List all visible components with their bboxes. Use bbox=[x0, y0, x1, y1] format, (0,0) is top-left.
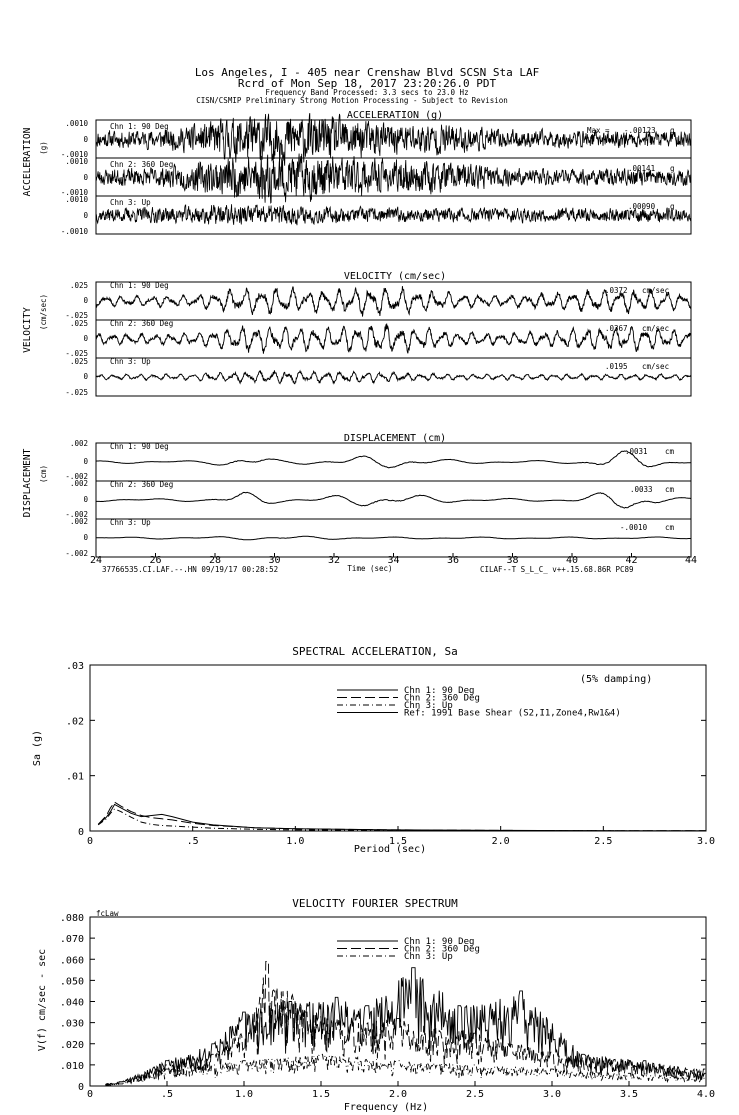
disp-ytick-top-1: .002 bbox=[69, 439, 88, 448]
fourier-legend bbox=[337, 937, 480, 962]
fourier-ytick-label: .070 bbox=[59, 934, 84, 946]
accel-chn1-label: Chn 1: 90 Deg bbox=[110, 122, 169, 131]
footer-record-id: 37766535.CI.LAF.--.HN 09/19/17 00:28:52 bbox=[102, 565, 279, 574]
fourier-legend-label: Chn 1: 90 Deg bbox=[404, 937, 475, 947]
vel-ytick-mid-2: 0 bbox=[83, 334, 88, 343]
header-processing-note: CISN/CSMIP Preliminary Strong Motion Processing - Subject to Revision bbox=[196, 96, 508, 105]
time-tick-label: 42 bbox=[625, 555, 638, 566]
sa-xtick-label: 2.0 bbox=[491, 836, 510, 847]
acceleration-unit-label: (g) bbox=[39, 141, 48, 155]
disp-chn2-unit: cm bbox=[665, 485, 675, 494]
acceleration-side-label: ACCELERATION bbox=[22, 127, 33, 197]
vel-chn1-max: .0372 bbox=[605, 286, 628, 295]
fourier-xtick-label: 2.0 bbox=[388, 1089, 408, 1100]
accel-ytick-mid-3: 0 bbox=[83, 211, 88, 220]
fourier-xlabel: Frequency (Hz) bbox=[343, 1102, 429, 1113]
disp-chn1-unit: cm bbox=[665, 447, 675, 456]
time-axis-label: Time (sec) bbox=[347, 564, 393, 573]
disp-chn2-trace bbox=[96, 492, 691, 508]
sa-legend-label: Chn 2: 360 Deg bbox=[404, 693, 480, 704]
footer-processing-id: CILAF--T S_L_C_ v++.15.68.86R PC89 bbox=[480, 565, 634, 574]
vel-chn2-max: .0367 bbox=[605, 324, 628, 333]
sa-xtick-label: 3.0 bbox=[696, 836, 716, 847]
sa-axes bbox=[66, 661, 715, 847]
fourier-ytick-label: .040 bbox=[59, 997, 84, 1009]
disp-ytick-bot-1: -.002 bbox=[65, 472, 88, 481]
sa-series-line-3 bbox=[98, 809, 706, 831]
disp-ytick-mid-1: 0 bbox=[83, 457, 88, 466]
accel-ytick-top-3: .0010 bbox=[65, 195, 88, 204]
disp-chn1-panel bbox=[96, 443, 691, 481]
accel-chn2-max: .00141 bbox=[628, 164, 656, 173]
vel-chn3-unit: cm/sec bbox=[642, 362, 670, 371]
accel-ytick-bot-2: -.0010 bbox=[60, 188, 88, 197]
displacement-section-title: DISPLACEMENT (cm) bbox=[343, 433, 447, 444]
fourier-xtick-label: 2.5 bbox=[465, 1089, 485, 1100]
fourier-ytick-label: .010 bbox=[59, 1060, 84, 1072]
vel-ytick-bot-3: -.025 bbox=[65, 388, 88, 397]
header-title-line1: Los Angeles, I - 405 near Crenshaw Blvd SCSN Sta LAF bbox=[194, 66, 540, 79]
time-tick-label: 44 bbox=[684, 555, 698, 566]
vel-ytick-mid-1: 0 bbox=[83, 296, 88, 305]
accel-chn3-trace bbox=[96, 204, 691, 225]
fourier-ytick-label: .030 bbox=[59, 1018, 84, 1030]
vel-chn2-unit: cm/sec bbox=[642, 324, 670, 333]
fourier-ylabel: V(f) cm/sec - sec bbox=[37, 948, 48, 1052]
sa-damping-note: (5% damping) bbox=[580, 674, 653, 685]
vel-chn3-label: Chn 3: Up bbox=[110, 357, 151, 366]
accel-ytick-bot-1: -.0010 bbox=[60, 150, 88, 159]
accel-chn3-label: Chn 3: Up bbox=[110, 198, 151, 207]
accel-ytick-mid-1: 0 bbox=[83, 135, 88, 144]
sa-xtick-label: .5 bbox=[186, 836, 199, 847]
vel-chn3-max: .0195 bbox=[605, 362, 628, 371]
disp-ytick-bot-3: -.002 bbox=[65, 549, 88, 558]
vel-chn3-panel bbox=[96, 358, 691, 396]
sa-legend-label: Chn 1: 90 Deg bbox=[404, 686, 475, 696]
sa-ytick-label: .02 bbox=[65, 716, 84, 728]
displacement-unit-label: (cm) bbox=[39, 464, 48, 484]
vel-ytick-top-1: .025 bbox=[69, 281, 88, 290]
fourier-xtick-label: .5 bbox=[160, 1089, 174, 1100]
sa-ytick-label: .01 bbox=[65, 771, 84, 783]
sa-xtick-label: 0 bbox=[86, 836, 94, 847]
accel-chn2-label: Chn 2: 360 Deg bbox=[110, 160, 174, 169]
sa-legend-label: Chn 3: Up bbox=[404, 701, 453, 711]
time-tick-label: 38 bbox=[506, 555, 519, 566]
sa-xtick-label: 1.5 bbox=[388, 836, 408, 847]
disp-ytick-mid-2: 0 bbox=[83, 495, 88, 504]
time-tick-label: 40 bbox=[565, 555, 579, 566]
disp-ytick-bot-2: -.002 bbox=[65, 510, 88, 519]
time-tick-label: 26 bbox=[149, 555, 162, 566]
accel-max-prefix: Max = bbox=[587, 126, 610, 135]
vel-chn2-panel bbox=[96, 320, 691, 358]
vel-chn1-label: Chn 1: 90 Deg bbox=[110, 281, 169, 290]
sa-series-line-1 bbox=[98, 804, 706, 830]
acceleration-section-title: ACCELERATION (g) bbox=[346, 110, 444, 121]
fourier-series-group bbox=[105, 961, 706, 1085]
fourier-xtick-label: 0 bbox=[86, 1089, 94, 1100]
sa-chart-title: SPECTRAL ACCELERATION, Sa bbox=[292, 645, 458, 658]
accel-chn2-unit: g bbox=[670, 164, 675, 173]
fourier-ytick-label: .080 bbox=[59, 913, 84, 924]
fourier-xtick-label: 3.0 bbox=[542, 1089, 562, 1100]
fourier-xtick-label: 4.0 bbox=[696, 1089, 716, 1100]
disp-chn3-label: Chn 3: Up bbox=[110, 518, 151, 527]
vel-ytick-bot-2: -.025 bbox=[65, 349, 88, 358]
sa-ylabel: Sa (g) bbox=[32, 729, 43, 767]
accel-ytick-top-1: .0010 bbox=[65, 119, 88, 128]
disp-ytick-top-3: .002 bbox=[69, 517, 88, 526]
accel-ytick-top-2: .0010 bbox=[65, 157, 88, 166]
accel-ytick-bot-3: -.0010 bbox=[60, 227, 88, 236]
disp-chn1-label: Chn 1: 90 Deg bbox=[110, 442, 169, 451]
vel-chn2-label: Chn 2: 360 Deg bbox=[110, 319, 174, 328]
fourier-ytick-label: 0 bbox=[77, 1082, 84, 1093]
vel-chn3-trace bbox=[96, 370, 691, 383]
time-tick-label: 28 bbox=[208, 555, 222, 566]
sa-series-line-2 bbox=[98, 802, 706, 831]
fourier-chart-title: VELOCITY FOURIER SPECTRUM bbox=[292, 897, 458, 910]
disp-chn3-trace bbox=[96, 536, 691, 540]
vel-chn1-unit: cm/sec bbox=[642, 286, 670, 295]
accel-chn1-max: -.00123 bbox=[624, 126, 656, 135]
fourier-xtick-label: 3.5 bbox=[619, 1089, 639, 1100]
accel-ytick-mid-2: 0 bbox=[83, 173, 88, 182]
sa-legend-label: Ref: 1991 Base Shear (S2,I1,Zone4,Rw1&4) bbox=[404, 708, 621, 719]
fourier-xtick-label: 1.5 bbox=[311, 1089, 331, 1100]
sa-series-group bbox=[98, 802, 706, 831]
disp-chn1-trace bbox=[96, 451, 691, 468]
sa-xlabel: Period (sec) bbox=[353, 844, 427, 855]
fourier-legend-label: Chn 3: Up bbox=[404, 952, 453, 962]
vel-chn1-trace bbox=[96, 286, 691, 317]
disp-chn2-label: Chn 2: 360 Deg bbox=[110, 480, 174, 489]
vel-ytick-top-3: .025 bbox=[69, 357, 88, 366]
accel-chn1-unit: g bbox=[670, 126, 675, 135]
accel-chn3-unit: g bbox=[670, 202, 675, 211]
sa-ytick-label: .03 bbox=[65, 661, 84, 672]
sa-xtick-label: 1.0 bbox=[286, 836, 305, 847]
displacement-side-label: DISPLACEMENT bbox=[22, 448, 33, 518]
velocity-side-label: VELOCITY bbox=[22, 307, 33, 353]
disp-chn3-unit: cm bbox=[665, 523, 675, 532]
fourier-xtick-label: 1.0 bbox=[234, 1089, 254, 1100]
accel-chn2-trace bbox=[96, 154, 691, 203]
sa-xtick-label: 2.5 bbox=[594, 836, 613, 847]
sa-legend bbox=[337, 686, 621, 719]
time-tick-label: 34 bbox=[387, 555, 400, 566]
disp-ytick-top-2: .002 bbox=[69, 479, 88, 488]
vel-chn1-panel bbox=[96, 282, 691, 320]
fourier-ytick-label: .050 bbox=[59, 976, 84, 988]
time-tick-label: 36 bbox=[446, 555, 460, 566]
accel-chn3-max: .00090 bbox=[628, 202, 656, 211]
fourier-legend-label: Chn 2: 360 Deg bbox=[404, 944, 480, 955]
velocity-unit-label: (cm/sec) bbox=[39, 293, 48, 331]
vel-chn2-trace bbox=[96, 324, 691, 354]
vel-ytick-bot-1: -.025 bbox=[65, 311, 88, 320]
time-tick-label: 24 bbox=[89, 555, 103, 566]
disp-chn2-max: .0033 bbox=[630, 485, 653, 494]
fourier-ytick-label: .020 bbox=[59, 1039, 84, 1051]
velocity-section-title: VELOCITY (cm/sec) bbox=[343, 271, 447, 282]
header-frequency-band: Frequency Band Processed: 3.3 secs to 23.0 Hz bbox=[265, 88, 469, 97]
disp-ytick-mid-3: 0 bbox=[83, 533, 88, 542]
time-tick-label: 30 bbox=[268, 555, 281, 566]
time-tick-label: 32 bbox=[327, 555, 341, 566]
fourier-corner-label: fcLaw bbox=[96, 909, 119, 918]
header-title-line2: Rcrd of Mon Sep 18, 2017 23:20:26.0 PDT bbox=[237, 77, 497, 90]
vel-ytick-mid-3: 0 bbox=[83, 372, 88, 381]
disp-chn1-max: .0031 bbox=[625, 447, 648, 456]
sa-ytick-label: 0 bbox=[77, 827, 84, 838]
disp-chn3-max: -.0010 bbox=[620, 523, 648, 532]
vel-ytick-top-2: .025 bbox=[69, 319, 88, 328]
fourier-ytick-label: .060 bbox=[59, 955, 84, 967]
